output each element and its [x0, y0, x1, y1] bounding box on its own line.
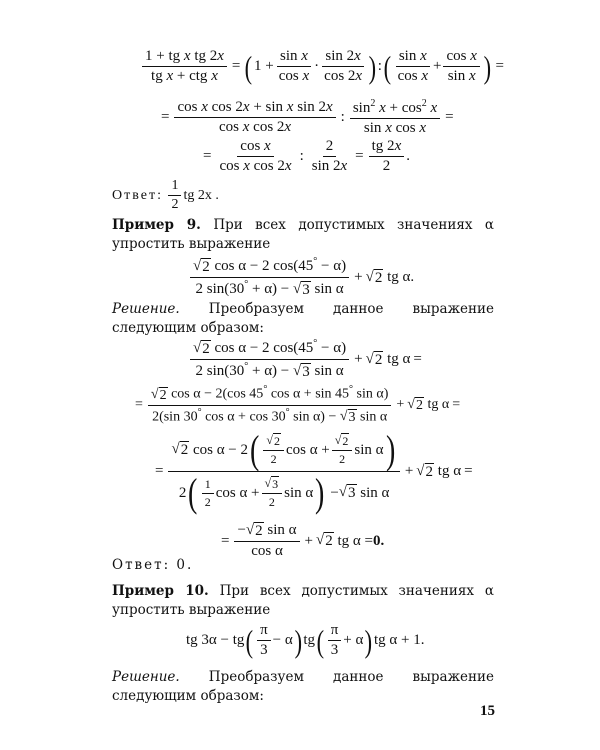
solution-9-text: [112, 300, 494, 338]
page-number: 15: [480, 703, 495, 719]
example-10-text: [112, 582, 494, 620]
example-9-label: Пример 9.: [112, 217, 201, 233]
answer-1-num: 1: [168, 178, 181, 196]
solution-9-body: Преобразуем данное выражение следующим образом:: [112, 301, 494, 336]
solution-10-label: Решение.: [112, 669, 180, 685]
solution-9-label: Решение.: [112, 301, 180, 317]
solution-9-line-4: = −√ 2 sin α cos α + √ 2 tg α = 0.: [221, 522, 385, 559]
answer-1-tail: tg 2x .: [183, 187, 219, 203]
solution-9-line-2: = √ 2 cos α − 2(cos 45° cos α + sin 45° sin α) 2(sin 30° cos α + cos 30° sin α) − √ 3 sin α + √ 2 tg α =: [135, 384, 461, 426]
answer-2: Ответ: 0.: [112, 557, 194, 573]
formula-line-2: = $\frac{\text{cos x cos 2x + sin x sin 2x}}{\text{cos x cos 2x}}$ : $\frac{\sin^2 x + \cos^2 x}{\text{sin x cos x}}$ =: [161, 98, 454, 136]
example-10-label: Пример 10.: [112, 583, 209, 599]
example-10-expression: tg 3α − tg ( $\frac{\pi}{3}$ − α ) tg ( $\frac{\pi}{3}$ + α ) tg α + 1.: [186, 622, 425, 659]
example-9-text: [112, 216, 494, 254]
example-10-body: При всех допустимых значениях α упростить выражение: [112, 583, 494, 618]
example-9-expression: √ 2 cos α − 2 cos(45° − α) 2 sin(30° + α) − √ 3 sin α + √ 2 tg α.: [188, 256, 414, 299]
example-9-body: При всех допустимых значениях α упростить выражение: [112, 217, 494, 252]
solution-9-line-3: = √ 2 cos α − 2 ( √ 2 2 cos α + √ 2 2 sin α ) 2 ( $\frac{1}{2}$ cos α + √ 3 2 sin α ) − √ 3 sin α + √ 2 tg α =: [155, 427, 473, 515]
solution-10-text: [112, 668, 494, 706]
solution-10-body: Преобразуем данное выражение следующим образом:: [112, 669, 494, 704]
answer-label: Ответ:: [112, 187, 163, 203]
solution-9-line-1: √ 2 cos α − 2 cos(45° − α) 2 sin(30° + α) − √ 3 sin α + √ 2 tg α =: [188, 338, 425, 381]
formula-line-3: = $\frac{\text{cos x}}{\text{cos x cos 2x}}$ : $\frac{2}{\sin 2x}$ = $\frac{tg 2x}{2}$ .: [203, 138, 410, 174]
formula-line-1: $\frac{\text{1 + tg x tg 2x}}{\text{tg x + ctg x}}$ = ( 1 + $\frac{\text{sin x}}{\text{cos x}}$ · $\frac{\sin 2x}{\cos 2x}$ ) : ( $\frac{\text{sin x}}{\text{cos x}}$ + $\frac{\text{cos x}}{\text{sin x}}$ ) =: [140, 48, 507, 85]
answer-1: [112, 178, 219, 213]
answer-1-den: 2: [171, 197, 179, 212]
